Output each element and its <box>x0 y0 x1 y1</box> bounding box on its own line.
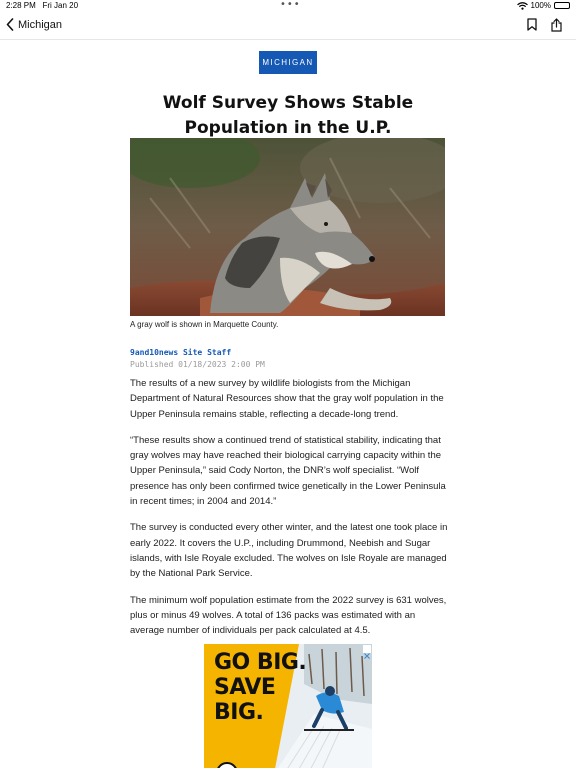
back-button[interactable] <box>6 18 62 31</box>
advertisement[interactable] <box>204 644 372 768</box>
navigation-bar <box>0 12 576 40</box>
wolf-photo <box>130 138 445 316</box>
article-body <box>130 376 448 649</box>
bookmark-icon[interactable] <box>527 18 537 31</box>
chevron-left-icon <box>6 18 14 31</box>
ad-line-3: BIG. <box>214 700 264 725</box>
status-time-date <box>6 1 78 10</box>
byline <box>130 347 265 370</box>
article-headline: Wolf Survey Shows Stable Population in the U.P. <box>162 93 414 138</box>
ad-line-1: GO BIG. <box>214 650 307 675</box>
paragraph: The minimum wolf population estimate from the 2022 survey is 631 wolves, plus or minus 49 wolves. A total of 136 packs was estimated with an average number of individuals per pack calculated at 4.5. <box>130 594 447 637</box>
paragraph: “These results show a continued trend of statistical stability, indicating that gray wolves may have reached their biological carrying capacity within the Upper Peninsula,” said Cody Norton, the DNR’s wolf specialist. “Wolf presence has only been confirmed twice genetically in the Lower Peninsula in recent times; in 2004 and 2014.” <box>130 434 446 508</box>
share-icon[interactable] <box>551 18 562 32</box>
author-link[interactable]: 9and10news Site Staff <box>130 348 232 357</box>
image-caption: A gray wolf is shown in Marquette County. <box>130 320 279 329</box>
battery-percent: 100% <box>530 1 551 10</box>
status-bar <box>0 0 576 12</box>
back-label: Michigan <box>18 18 63 31</box>
multitasking-dots[interactable]: ••• <box>280 0 301 10</box>
nav-actions <box>527 18 562 32</box>
paragraph: The results of a new survey by wildlife biologists from the Michigan Department of Natural Resources show that the gray wolf population in the Upper Peninsula remains stable, reflecting a decade-long trend. <box>130 378 444 420</box>
status-indicators <box>517 1 570 10</box>
status-time: 2:28 PM <box>6 1 36 10</box>
hero-image[interactable] <box>130 138 445 316</box>
section-tag[interactable]: MICHIGAN <box>259 51 317 74</box>
battery-icon <box>554 2 570 9</box>
ad-headline <box>214 650 306 725</box>
status-date: Fri Jan 20 <box>42 1 79 10</box>
paragraph: The survey is conducted every other winter, and the latest one took place in early 2022. It covers the U.P., including Drummond, Neebish and Sugar islands, with Isle Royale excluded. The wolves on Isle Royale are managed by the National Park Service. <box>130 522 448 580</box>
ad-choices-icon[interactable] <box>363 645 371 653</box>
article <box>0 40 576 725</box>
ad-line-2: SAVE <box>214 675 276 700</box>
publish-date: Published 01/18/2023 2:00 PM <box>130 360 265 369</box>
wifi-icon <box>517 2 528 10</box>
